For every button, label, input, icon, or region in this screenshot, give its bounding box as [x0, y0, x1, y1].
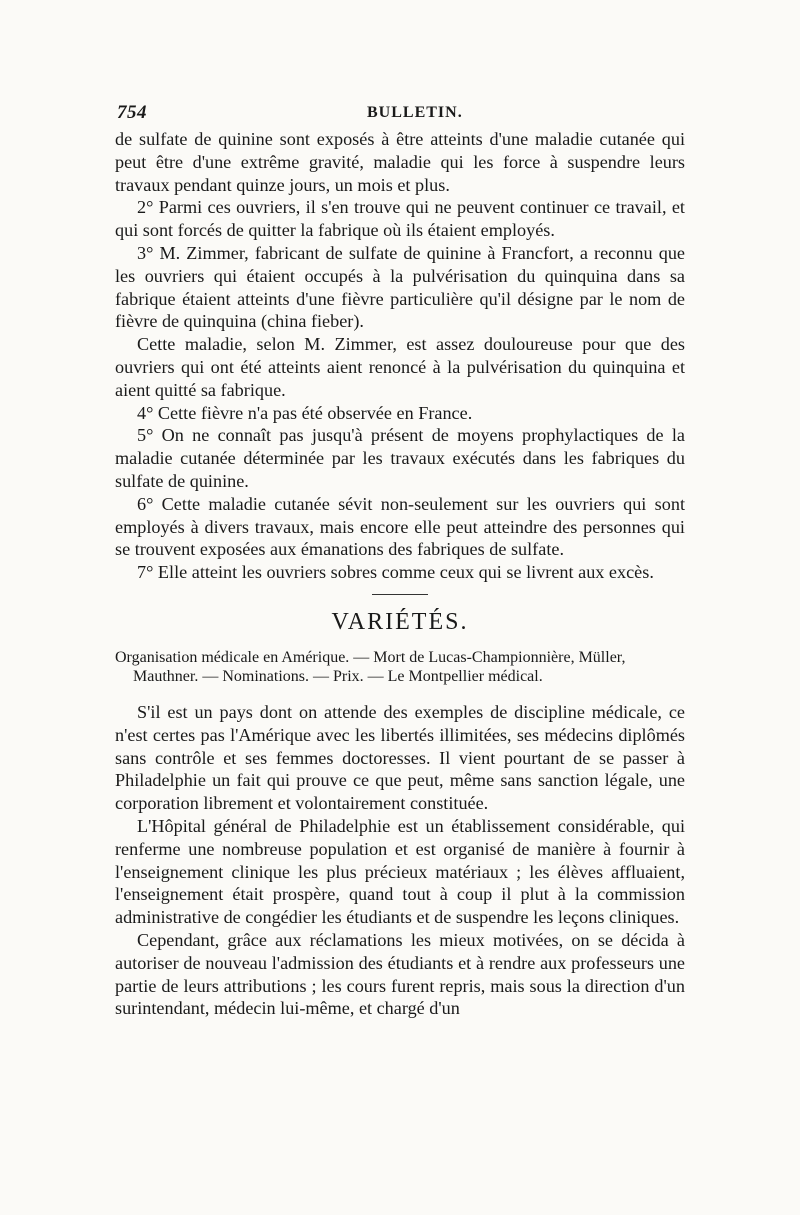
paragraph: 7° Elle atteint les ouvriers sobres comme ceux qui se livrent aux excès. — [137, 562, 654, 583]
paragraph: 6° Cette maladie cutanée sévit non-seulement sur les ouvriers qui sont employés à divers travaux, mais encore elle peut atteindre des personnes qui se trouvent exposées aux émanations des fabriques de sulfate. — [115, 493, 685, 560]
article-continuation — [115, 128, 685, 584]
running-header — [115, 100, 685, 128]
subheading-line: Mauthner. — Nominations. — Prix. — Le Montpellier médical. — [133, 667, 543, 685]
section-title: VARIÉTÉS. — [331, 608, 469, 635]
paragraph: 2° Parmi ces ouvriers, il s'en trouve qui ne peuvent continuer ce travail, et qui sont forcés de quitter la fabrique où ils étaient employés. — [115, 197, 685, 241]
paragraph: S'il est un pays dont on attende des exemples de discipline médicale, ce n'est certes pas l'Amérique avec les libertés illimitées, ses médecins diplômés sans contrôle et ses femmes doctoresses. Il vient pourtant de se passer à Philadelphie un fait qui prouve ce que peut, même sans sanction légale, une corporation librement et volontairement constituée. — [115, 701, 685, 814]
paragraph: 3° M. Zimmer, fabricant de sulfate de quinine à Francfort, a reconnu que les ouvriers qui étaient occupés à la pulvérisation du quinquina dans sa fabrique étaient atteints d'une fièvre particulière qu'il désigne par le nom de fièvre de quinquina (china fieber). — [115, 242, 685, 332]
paragraph: Cette maladie, selon M. Zimmer, est assez douloureuse pour que des ouvriers qui ont été atteints aient renoncé à la pulvérisation du quinquina et aient quitté sa fabrique. — [115, 334, 685, 400]
page-number: 754 — [117, 102, 147, 123]
section-divider — [372, 594, 428, 595]
paragraph: de sulfate de quinine sont exposés à être atteints d'une maladie cutanée qui peut être d'une extrême gravité, maladie qui les force à suspendre leurs travaux pendant quinze jours, un mois et plus. — [115, 129, 685, 195]
paragraph: L'Hôpital général de Philadelphie est un établissement considérable, qui renferme une nombreuse population et est organisé de manière à fournir à l'enseignement clinique les plus précieux matériaux ; les élèves affluaient, l'enseignement était prospère, quand tout à coup il plut à la commission administrative de congédier les étudiants et de suspendre les leçons cliniques. — [115, 815, 685, 928]
paragraph: 5° On ne connaît pas jusqu'à présent de moyens prophylactiques de la maladie cutanée déterminée par les travaux exécutés dans les fabriques du sulfate de quinine. — [115, 425, 685, 491]
varietes-body — [115, 701, 685, 1020]
subheading-line: Organisation médicale en Amérique. — Mort de Lucas-Championnière, Müller, — [115, 648, 626, 666]
book-page — [115, 100, 685, 1020]
paragraph: Cependant, grâce aux réclamations les mieux motivées, on se décida à autoriser de nouveau l'admission des étudiants et à rendre aux professeurs une partie de leurs attributions ; les cours furent repris, mais sous la direction d'un surintendant, médecin lui-même, et chargé d'un — [115, 929, 685, 1019]
paragraph: 4° Cette fièvre n'a pas été observée en France. — [137, 402, 473, 423]
section-subheading — [115, 648, 685, 686]
running-title: BULLETIN. — [367, 104, 463, 121]
